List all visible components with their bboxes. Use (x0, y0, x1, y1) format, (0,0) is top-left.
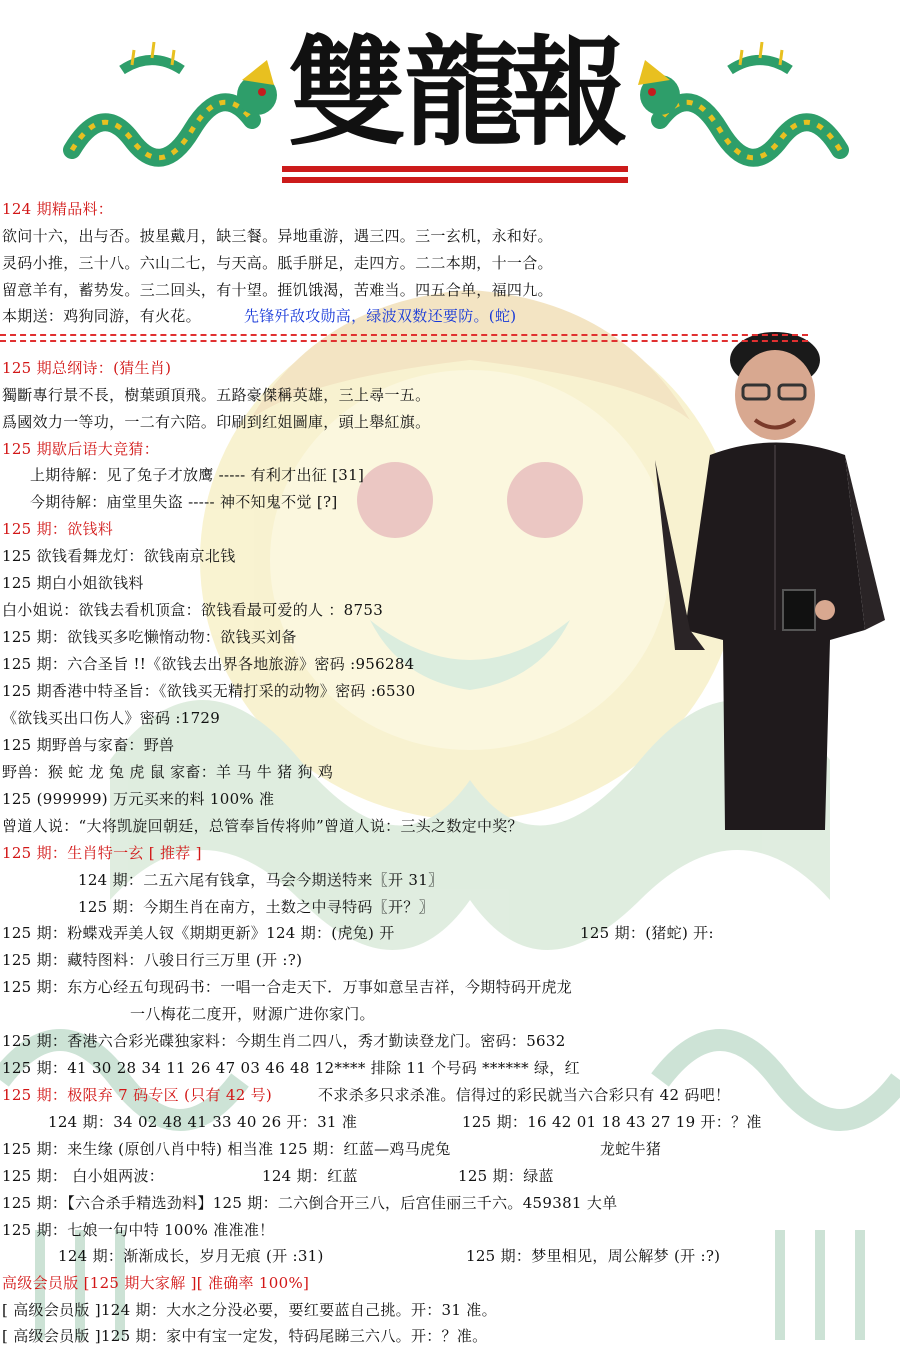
line-124-header: 124 期精品料： (2, 200, 114, 218)
masthead-red-bar-2 (282, 177, 628, 183)
line-yuqian-2: 125 期白小姐欲钱料 (2, 574, 144, 592)
line-vip-header: 高级会员版 [125 期大家解 ][ 准确率 100%] (2, 1274, 310, 1292)
line-qiniang-124: 124 期：渐渐成长，岁月无痕 (开 :31) (58, 1247, 324, 1265)
line-zengdaoren: 曾道人说：“大将凯旋回朝廷，总管奉旨传将帅”曾道人说：三头之数定中奖？ (2, 817, 523, 835)
line-beast-header: 125 期野兽与家畜：野兽 (2, 736, 175, 754)
masthead-title-char-3: 報 (510, 23, 629, 162)
line-125-poem-header: 125 期总纲诗：(猜生肖) (2, 359, 172, 377)
line-jixian-b: 不求杀多只求杀准。信得过的彩民就当六合彩只有 42 码吧！ (318, 1086, 731, 1104)
line-xiehouyu-prev: 上期待解：见了兔子才放鹰 ----- 有利才出征 [31] (30, 466, 365, 484)
line-xiehouyu-header: 125 期歇后语大竞猜： (2, 440, 159, 458)
line-dongfang-2: 一八梅花二度开，财源广进你家门。 (130, 1005, 375, 1023)
line-yuqian-3: 白小姐说：欲钱去看机顶盒：欲钱看最可爱的人 ：8753 (2, 601, 384, 619)
left-dragon-icon (62, 40, 282, 180)
line-yuqian-1: 125 欲钱看舞龙灯：欲钱南京北钱 (2, 547, 236, 565)
line-125-poem-2: 爲國效力一等功，一二有六陪。印刷到红姐圖庫，頭上舉紅旗。 (2, 413, 431, 431)
masthead-red-bar-1 (282, 166, 628, 172)
line-poem-4a: 本期送：鸡狗同游，有火花。 (2, 307, 201, 325)
line-yuqian-7: 《欲钱买出口伤人》密码 :1729 (2, 709, 221, 727)
line-wanyuan: 125 (999999) 万元买来的料 100% 准 (2, 790, 275, 808)
masthead-title-char-2: 龍 (404, 23, 523, 162)
section-divider (0, 334, 808, 342)
line-shengxiao-header: 125 期：生肖特一玄 [ 推荐 ] (2, 844, 202, 862)
masthead-title-char-1: 雙 (288, 23, 407, 162)
right-dragon-icon (630, 40, 850, 180)
line-laishengyuan-a: 125 期：来生缘 (原创八肖中特) 相当准 125 期：红蓝—鸡马虎兔 (2, 1140, 451, 1158)
line-yuqian-6: 125 期香港中特圣旨：《欲钱买无精打采的动物》密码 :6530 (2, 682, 416, 700)
line-poem-3: 留意羊有，蓄势发。三二回头，有十望。捱饥饿渴，苦难当。四五合单，福四九。 (2, 281, 553, 299)
line-qiniang-125: 125 期：梦里相见，周公解梦 (开 :?) (466, 1247, 721, 1265)
line-qiniang: 125 期：七娘一句中特 100% 准准准！ (2, 1221, 275, 1239)
line-125-poem-1: 獨斷專行景不長，樹葉頭頂飛。五路豪傑稱英雄，三上尋一五。 (2, 386, 431, 404)
line-poem-4b: 先锋歼敌攻勋高，绿波双数还要防。(蛇) (244, 307, 517, 325)
line-kill7-125: 125 期：16 42 01 18 43 27 19 开：？准 (462, 1113, 762, 1131)
line-vip-124: [ 高级会员版 ]124 期：大水之分没必要，要红要蓝自己挑。开：31 准。 (2, 1301, 497, 1319)
line-yuqian-5: 125 期：六合圣旨 !!《欲钱去出界各地旅游》密码 :956284 (2, 655, 415, 673)
line-liangbo-a: 125 期： 白小姐两波： (2, 1167, 165, 1185)
line-fendie-a: 125 期：粉蝶戏弄美人钗《期期更新》124 期：(虎兔) 开 (2, 924, 395, 942)
line-kill7-124: 124 期：34 02 48 41 33 40 26 开：31 准 (48, 1113, 358, 1131)
standing-man-photo (655, 330, 900, 830)
line-shengxiao-124: 124 期：二五六尾有钱拿，马会今期送特来〖开 31〗 (78, 871, 444, 889)
line-laishengyuan-b: 龙蛇牛猪 (600, 1140, 662, 1158)
line-dongfang-1: 125 期：东方心经五句现码书：一唱一合走天下．万事如意呈吉祥，今期特码开虎龙 (2, 978, 573, 996)
line-xiehouyu-current: 今期待解：庙堂里失盗 ----- 神不知鬼不觉 [?] (30, 493, 338, 511)
line-shengxiao-125: 125 期：今期生肖在南方，土数之中寻特码〖开？〗 (78, 898, 434, 916)
line-numbers-125: 125 期：41 30 28 34 11 26 47 03 46 48 12**** 排除 11 个号码 ****** 绿，红 (2, 1059, 580, 1077)
line-liangbo-c: 125 期：绿蓝 (458, 1167, 554, 1185)
line-poem-2: 灵码小推，三十八。六山二七，与天高。胝手胼足，走四方。二二本期，十一合。 (2, 254, 553, 272)
line-fendie-b: 125 期：(猪蛇) 开: (580, 924, 714, 942)
line-xianggang: 125 期：香港六合彩光碟独家料：今期生肖二四八，秀才勤读登龙门。密码：5632 (2, 1032, 566, 1050)
line-jixian-a: 125 期：极限弃 7 码专区 (只有 42 号) (2, 1086, 273, 1104)
masthead (0, 0, 900, 200)
line-beast-list: 野兽：猴 蛇 龙 兔 虎 鼠 家畜：羊 马 牛 猪 狗 鸡 (2, 763, 334, 781)
line-cangte: 125 期：藏特图料：八骏日行三万里 (开 :?) (2, 951, 303, 969)
line-yuqian-header: 125 期：欲钱料 (2, 520, 114, 538)
line-vip-125: [ 高级会员版 ]125 期：家中有宝一定发，特码尾睇三六八。开：？准。 (2, 1327, 488, 1345)
line-yuqian-4: 125 期：欲钱买多吃懒惰动物：欲钱买刘备 (2, 628, 297, 646)
line-shashou: 125 期：【六合杀手精选劲料】125 期：二六倒合开三八，后宫佳丽三千六。459381 大单 (2, 1194, 618, 1212)
line-liangbo-b: 124 期：红蓝 (262, 1167, 358, 1185)
line-poem-1: 欲问十六，出与否。披星戴月，缺三餐。异地重游，遇三四。三一玄机，永和好。 (2, 227, 553, 245)
